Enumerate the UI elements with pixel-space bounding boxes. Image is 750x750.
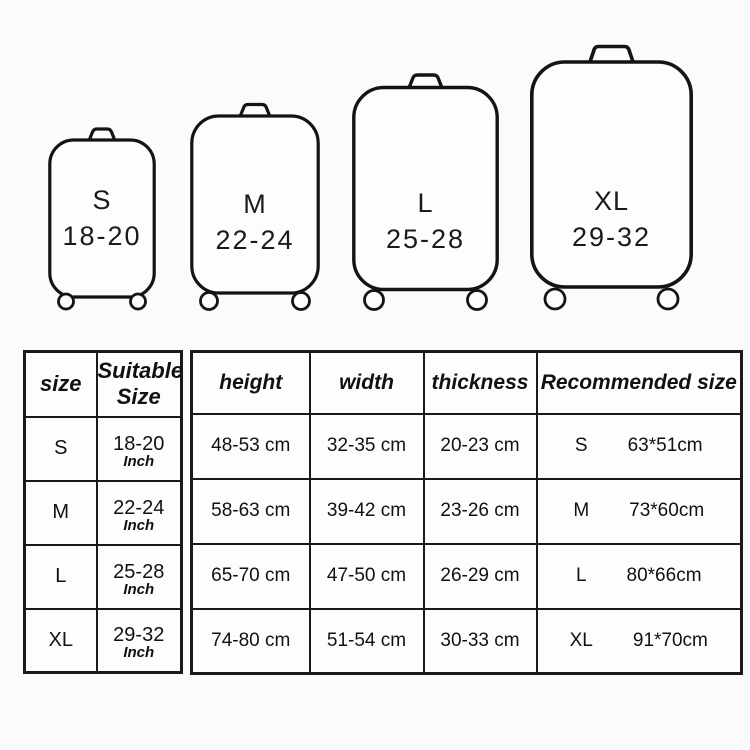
width-cell: 39-42 cm — [310, 479, 424, 544]
thickness-cell: 20-23 cm — [424, 414, 537, 479]
suitcase-size-letter: L — [417, 188, 434, 218]
width-cell: 32-35 cm — [310, 414, 424, 479]
dim-table-header-recommended: Recommended size — [537, 352, 742, 414]
recommended-size-letter: S — [574, 435, 588, 456]
size-cell: M — [25, 481, 97, 545]
suitcase-size-letter: S — [92, 185, 112, 215]
recommended-size-letter: L — [575, 565, 587, 586]
suitcase-label — [48, 182, 156, 254]
thickness-cell: 30-33 cm — [424, 609, 537, 674]
table-row — [192, 544, 742, 609]
size-cell: XL — [25, 609, 97, 673]
range-value: 18-20 — [113, 432, 165, 455]
recommended-dimensions: 73*60cm — [629, 500, 705, 521]
table-row — [25, 417, 182, 481]
size-table — [23, 350, 183, 674]
suitcase-size-range: 29-32 — [571, 222, 652, 252]
size-cell: L — [25, 545, 97, 609]
size-cell: S — [25, 417, 97, 481]
table-row — [192, 479, 742, 544]
unit-label: Inch — [123, 516, 155, 534]
recommended-size-letter: XL — [569, 629, 593, 651]
suitcase-size-range: 25-28 — [385, 224, 466, 254]
dim-table-header-height: height — [192, 352, 310, 414]
table-row — [25, 545, 182, 609]
suitcase-icon — [530, 43, 693, 312]
table-row — [192, 414, 742, 479]
dimension-table — [190, 350, 743, 675]
suitable-size-cell — [97, 545, 182, 609]
suitcase-figure-xl — [530, 43, 693, 312]
suitcase-label — [352, 185, 499, 257]
table-row — [192, 609, 742, 674]
height-cell: 74-80 cm — [192, 609, 310, 674]
suitable-size-cell — [97, 481, 182, 545]
suitcase-figure-m — [190, 102, 320, 312]
range-value: 22-24 — [113, 496, 165, 519]
recommended-size-letter: M — [573, 500, 590, 521]
recommended-dimensions: 80*66cm — [626, 565, 702, 586]
suitable-size-cell — [97, 417, 182, 481]
suitcase-figure-l — [352, 72, 499, 312]
suitcase-label — [190, 186, 320, 258]
width-cell: 47-50 cm — [310, 544, 424, 609]
recommended-cell — [537, 544, 742, 609]
size-table-header-suitable: Suitable Size — [97, 352, 182, 417]
dim-table-header-thickness: thickness — [424, 352, 537, 414]
thickness-cell: 26-29 cm — [424, 544, 537, 609]
height-cell: 58-63 cm — [192, 479, 310, 544]
unit-label: Inch — [123, 644, 155, 662]
recommended-cell — [537, 414, 742, 479]
table-row — [25, 481, 182, 545]
size-table-header-size: size — [25, 352, 97, 417]
suitable-size-cell — [97, 609, 182, 673]
unit-label: Inch — [123, 452, 155, 470]
height-cell: 65-70 cm — [192, 544, 310, 609]
suitcase-size-letter: XL — [593, 186, 630, 216]
suitcase-size-letter: M — [243, 189, 267, 219]
suitcase-size-range: 18-20 — [62, 221, 142, 251]
recommended-cell — [537, 479, 742, 544]
recommended-cell — [537, 609, 742, 674]
recommended-dimensions: 91*70cm — [632, 629, 708, 651]
table-row — [25, 609, 182, 673]
height-cell: 48-53 cm — [192, 414, 310, 479]
unit-label: Inch — [123, 580, 155, 598]
suitcase-label — [530, 183, 693, 255]
recommended-dimensions: 63*51cm — [627, 435, 703, 456]
range-value: 25-28 — [113, 560, 165, 583]
width-cell: 51-54 cm — [310, 609, 424, 674]
range-value: 29-32 — [113, 624, 165, 647]
thickness-cell: 23-26 cm — [424, 479, 537, 544]
dim-table-header-width: width — [310, 352, 424, 414]
suitcase-figure-s — [48, 127, 156, 312]
suitcase-size-range: 22-24 — [215, 225, 295, 255]
